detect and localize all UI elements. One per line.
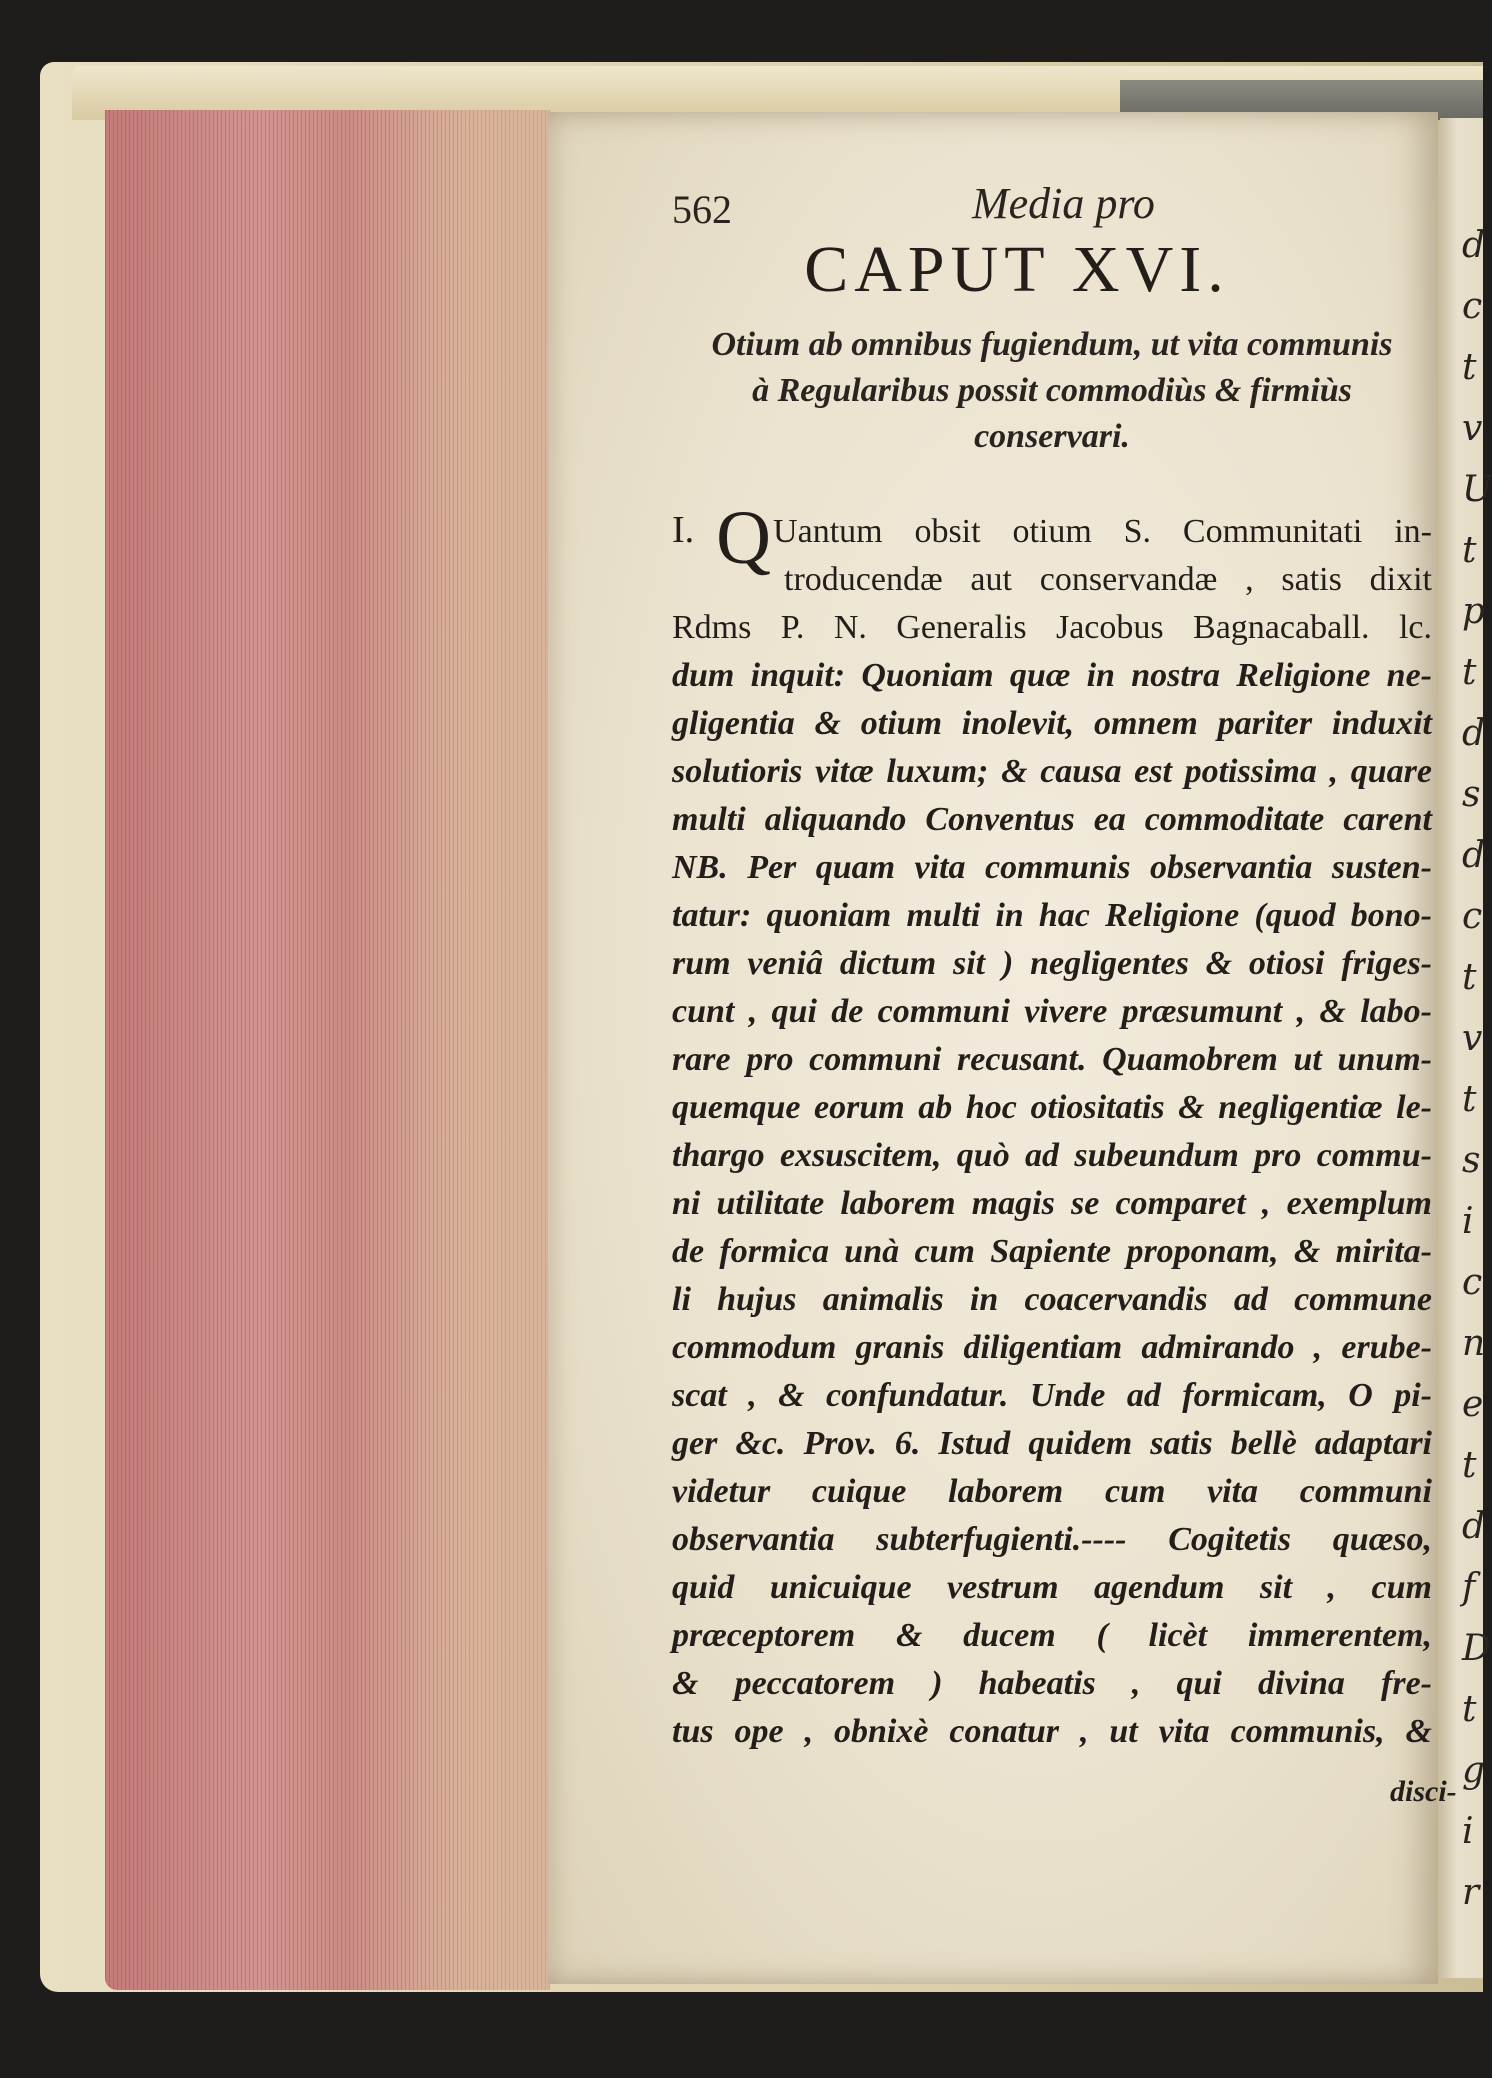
facing-page-letter: v — [1462, 1018, 1483, 1059]
text-line: troducendæ aut conservandæ , satis dixit — [784, 561, 1432, 598]
page-header — [672, 178, 1392, 238]
facing-page-strip — [1440, 118, 1492, 1978]
facing-page-letter: p — [1462, 591, 1486, 632]
facing-page-letter: i — [1462, 1811, 1474, 1852]
facing-page-letter: d — [1462, 225, 1486, 266]
text-line: thargo exsuscitem, quò ad subeundum pro commu- — [672, 1137, 1432, 1174]
text-line: solutioris vitæ luxum; & causa est potissima , quare — [672, 753, 1432, 790]
text-line: quemque eorum ab hoc otiositatis & negligentiæ le- — [672, 1089, 1432, 1126]
facing-page-letter: f — [1462, 1567, 1476, 1608]
facing-page-letter: s — [1462, 774, 1481, 815]
page-edges-shade — [400, 110, 550, 1990]
facing-page-letter: c — [1462, 1262, 1483, 1303]
text-line: commodum granis diligentiam admirando , erube- — [672, 1329, 1432, 1366]
facing-page-letter: v — [1462, 408, 1483, 449]
facing-page-letter: g — [1462, 1750, 1486, 1791]
catchword: disci- — [1390, 1775, 1457, 1808]
facing-page-letter: d — [1462, 835, 1486, 876]
facing-page-letter: t — [1462, 530, 1477, 571]
text-line: rum veniâ dictum sit ) negligentes & otiosi friges- — [672, 945, 1432, 982]
facing-page-letter: r — [1462, 1872, 1480, 1913]
text-line: cunt , qui de communi vivere præsumunt , & labo- — [672, 993, 1432, 1030]
facing-page-letter: c — [1462, 896, 1483, 937]
text-line: quid unicuique vestrum agendum sit , cum — [672, 1569, 1432, 1606]
facing-page-letter: c — [1462, 286, 1483, 327]
chapter-subtitle — [672, 322, 1432, 460]
text-line: tatur: quoniam multi in hac Religione (quod bono- — [672, 897, 1432, 934]
text-line: observantia subterfugienti.---- Cogitetis quæso, — [672, 1521, 1432, 1558]
text-line: li hujus animalis in coacervandis ad commune — [672, 1281, 1432, 1318]
facing-page-letter: t — [1462, 957, 1477, 998]
facing-page-letter: t — [1462, 1079, 1477, 1120]
text-line: multi aliquando Conventus ea commoditate carent — [672, 801, 1432, 838]
text-line: Rdms P. N. Generalis Jacobus Bagnacaball. lc. — [672, 609, 1432, 646]
text-line: NB. Per quam vita communis observantia susten- — [672, 849, 1432, 886]
text-line: dum inquit: Quoniam quæ in nostra Religione ne- — [672, 657, 1432, 694]
facing-page-letter: D — [1462, 1628, 1491, 1669]
subtitle-line: à Regularibus possit commodiùs & firmiùs — [752, 372, 1352, 409]
text-line: tus ope , obnixè conatur , ut vita communis, & — [672, 1713, 1432, 1750]
facing-page-letter: d — [1462, 713, 1486, 754]
drop-cap: Q — [716, 496, 772, 580]
subtitle-line: Otium ab omnibus fugiendum, ut vita communis — [711, 326, 1393, 363]
paragraph-number: I. — [672, 509, 695, 551]
facing-page-letter: t — [1462, 1445, 1477, 1486]
page-number: 562 — [672, 187, 732, 232]
chapter-title: CAPUT XVI. — [804, 233, 1230, 306]
text-line: ger &c. Prov. 6. Istud quidem satis bellè adaptari — [672, 1425, 1432, 1462]
text-line: de formica unà cum Sapiente proponam, & mirita- — [672, 1233, 1432, 1270]
subtitle-line: conservari. — [974, 418, 1130, 455]
text-line: gligentia & otium inolevit, omnem pariter induxit — [672, 705, 1432, 742]
facing-page-letter: t — [1462, 347, 1477, 388]
text-line: videtur cuique laborem cum vita communi — [672, 1473, 1432, 1510]
facing-page-letter: t — [1462, 1689, 1477, 1730]
facing-page-letter: i — [1462, 1201, 1474, 1242]
first-line-text: Uantum obsit otium S. Communitati in- — [773, 513, 1432, 550]
facing-page-letter: n — [1462, 1323, 1486, 1364]
facing-page-letter: e — [1462, 1384, 1484, 1425]
text-line: ni utilitate laborem magis se comparet , exemplum — [672, 1185, 1432, 1222]
text-line: scat , & confundatur. Unde ad formicam, O pi- — [672, 1377, 1432, 1414]
facing-page-letter: d — [1462, 1506, 1486, 1547]
text-line: præceptorem & ducem ( licèt immerentem, — [672, 1617, 1432, 1654]
text-line: & peccatorem ) habeatis , qui divina fre- — [672, 1665, 1432, 1702]
text-line: rare pro communi recusant. Quamobrem ut unum- — [672, 1041, 1432, 1078]
running-head: Media pro — [972, 179, 1155, 228]
facing-page-letter: U — [1462, 469, 1492, 510]
paragraph — [672, 496, 1432, 1756]
facing-page-letter: s — [1462, 1140, 1481, 1181]
facing-page-letter: t — [1462, 652, 1477, 693]
